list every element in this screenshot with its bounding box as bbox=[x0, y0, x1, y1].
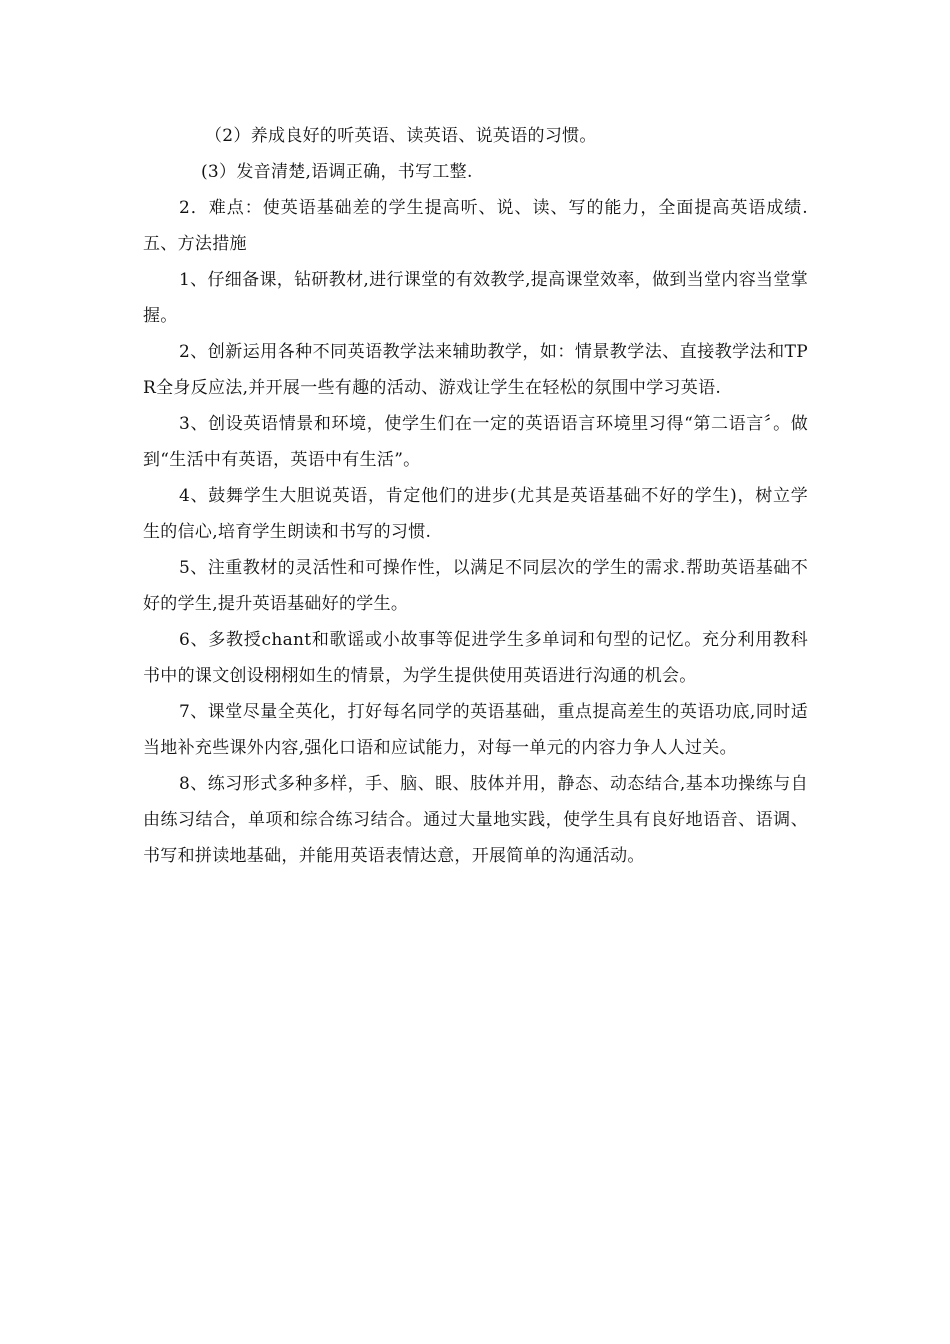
paragraph-measure-7: 7、课堂尽量全英化，打好每名同学的英语基础，重点提高差生的英语功底,同时适当地补充些课外内容,强化口语和应试能力，对每一单元的内容力争人人过关。 bbox=[143, 702, 808, 758]
paragraph-measure-2: 2、创新运用各种不同英语教学法来辅助教学，如：情景教学法、直接教学法和TPR全身反应法,并开展一些有趣的活动、游戏让学生在轻松的氛围中学习英语. bbox=[143, 342, 808, 398]
paragraph-goal-3: (3）发音清楚,语调正确，书写工整. bbox=[201, 162, 473, 182]
paragraph-measure-5: 5、注重教材的灵活性和可操作性，以满足不同层次的学生的需求.帮助英语基础不好的学生,提升英语基础好的学生。 bbox=[143, 558, 808, 614]
paragraph-difficulty: 2．难点：使英语基础差的学生提高听、说、读、写的能力，全面提高英语成绩.五、方法措施 bbox=[143, 198, 808, 254]
paragraph-measure-3: 3、创设英语情景和环境，使学生们在一定的英语语言环境里习得“第二语言〞。做到“生活中有英语，英语中有生活”。 bbox=[143, 414, 808, 470]
document-body bbox=[143, 118, 808, 874]
paragraph-goal-2: （2）养成良好的听英语、读英语、说英语的习惯。 bbox=[205, 126, 597, 146]
paragraph-measure-6: 6、多教授chant和歌谣或小故事等促进学生多单词和句型的记忆。充分利用教科书中的课文创设栩栩如生的情景，为学生提供使用英语进行沟通的机会。 bbox=[143, 630, 808, 686]
paragraph-measure-4: 4、鼓舞学生大胆说英语，肯定他们的进步(尤其是英语基础不好的学生)，树立学生的信心,培育学生朗读和书写的习惯. bbox=[143, 486, 808, 542]
paragraph-measure-8: 8、练习形式多种多样，手、脑、眼、肢体并用，静态、动态结合,基本功操练与自由练习结合，单项和综合练习结合。通过大量地实践，使学生具有良好地语音、语调、书写和拼读地基础，并能用英语表情达意，开展简单的沟通活动。 bbox=[143, 774, 808, 866]
paragraph-measure-1: 1、仔细备课，钻研教材,进行课堂的有效教学,提高课堂效率，做到当堂内容当堂掌握。 bbox=[143, 270, 808, 326]
